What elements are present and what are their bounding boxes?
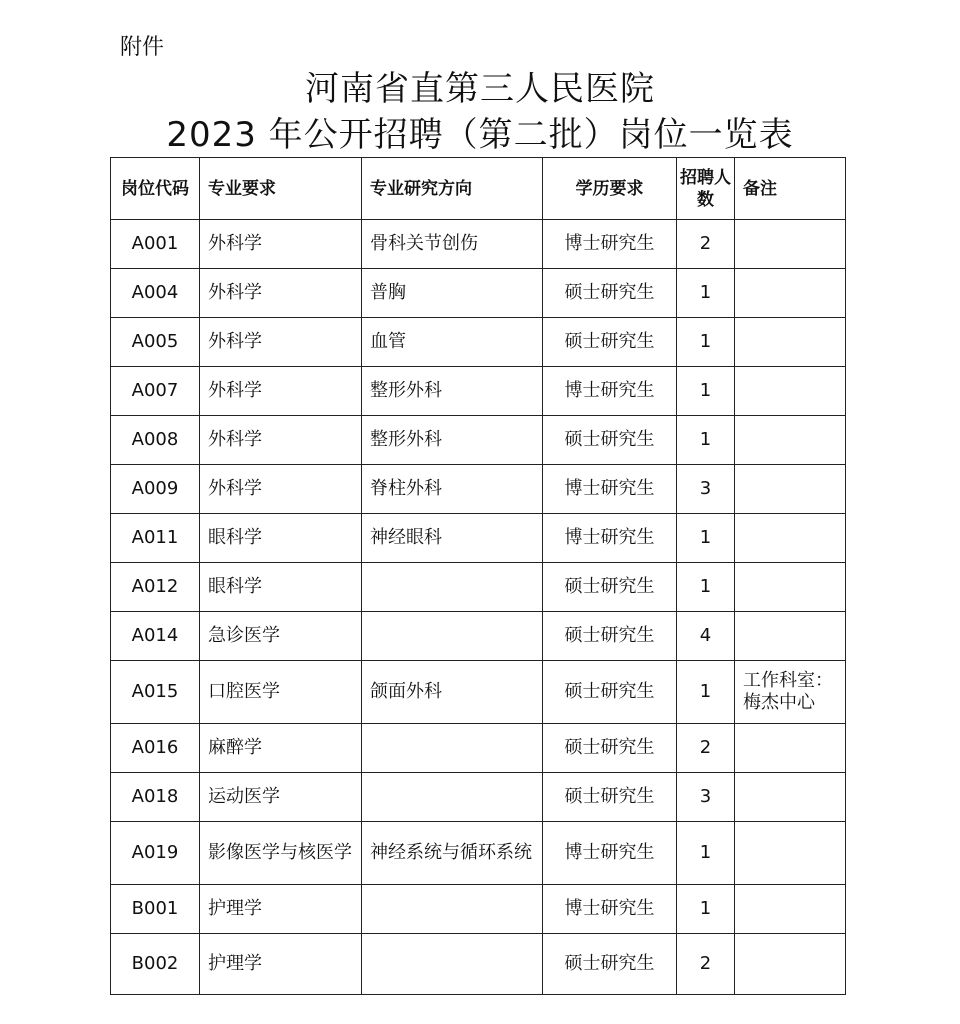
table-row xyxy=(111,773,846,822)
table-row xyxy=(111,318,846,367)
cell-direction xyxy=(362,885,543,934)
title-table-name: 2023 年公开招聘（第二批）岗位一览表 xyxy=(166,115,794,155)
cell-major: 外科学 xyxy=(200,318,362,367)
cell-degree: 博士研究生 xyxy=(543,367,677,416)
cell-remark xyxy=(735,563,846,612)
cell-degree: 硕士研究生 xyxy=(543,269,677,318)
cell-code: A012 xyxy=(111,563,200,612)
cell-code: A016 xyxy=(111,724,200,773)
table-row xyxy=(111,661,846,724)
table-row xyxy=(111,934,846,995)
cell-direction: 骨科关节创伤 xyxy=(362,220,543,269)
cell-remark xyxy=(735,934,846,995)
cell-degree: 硕士研究生 xyxy=(543,661,677,724)
cell-degree: 博士研究生 xyxy=(543,220,677,269)
cell-degree: 硕士研究生 xyxy=(543,934,677,995)
cell-direction xyxy=(362,773,543,822)
cell-major: 外科学 xyxy=(200,269,362,318)
cell-major: 外科学 xyxy=(200,465,362,514)
cell-code: A008 xyxy=(111,416,200,465)
attachment-label: 附件 xyxy=(120,35,165,60)
cell-count: 1 xyxy=(677,885,735,934)
cell-direction: 脊柱外科 xyxy=(362,465,543,514)
cell-major: 口腔医学 xyxy=(200,661,362,724)
cell-degree: 硕士研究生 xyxy=(543,318,677,367)
header-direction: 专业研究方向 xyxy=(362,158,543,220)
cell-count: 2 xyxy=(677,934,735,995)
cell-code: B001 xyxy=(111,885,200,934)
cell-remark xyxy=(735,724,846,773)
title-hospital-name: 河南省直第三人民医院 xyxy=(305,69,655,109)
cell-major: 眼科学 xyxy=(200,514,362,563)
cell-degree: 博士研究生 xyxy=(543,465,677,514)
header-code: 岗位代码 xyxy=(111,158,200,220)
table-row xyxy=(111,514,846,563)
cell-count: 3 xyxy=(677,465,735,514)
cell-degree: 博士研究生 xyxy=(543,885,677,934)
cell-count: 2 xyxy=(677,220,735,269)
table-row xyxy=(111,822,846,885)
cell-direction xyxy=(362,563,543,612)
table-header-row xyxy=(111,158,846,220)
table-row xyxy=(111,465,846,514)
cell-remark xyxy=(735,367,846,416)
cell-remark xyxy=(735,514,846,563)
table-row xyxy=(111,612,846,661)
cell-major: 急诊医学 xyxy=(200,612,362,661)
cell-degree: 博士研究生 xyxy=(543,822,677,885)
document-title xyxy=(0,66,960,158)
table-row xyxy=(111,724,846,773)
header-major: 专业要求 xyxy=(200,158,362,220)
cell-count: 1 xyxy=(677,318,735,367)
cell-direction: 神经眼科 xyxy=(362,514,543,563)
cell-code: A019 xyxy=(111,822,200,885)
cell-code: A014 xyxy=(111,612,200,661)
table-row xyxy=(111,269,846,318)
cell-code: A001 xyxy=(111,220,200,269)
cell-major: 护理学 xyxy=(200,934,362,995)
cell-degree: 硕士研究生 xyxy=(543,612,677,661)
cell-major: 护理学 xyxy=(200,885,362,934)
cell-direction: 普胸 xyxy=(362,269,543,318)
cell-remark xyxy=(735,885,846,934)
cell-remark xyxy=(735,318,846,367)
cell-remark xyxy=(735,773,846,822)
cell-major: 外科学 xyxy=(200,220,362,269)
cell-direction: 整形外科 xyxy=(362,367,543,416)
table-row xyxy=(111,220,846,269)
cell-remark xyxy=(735,416,846,465)
cell-direction: 整形外科 xyxy=(362,416,543,465)
table-row xyxy=(111,367,846,416)
cell-major: 麻醉学 xyxy=(200,724,362,773)
recruitment-table xyxy=(110,157,846,995)
cell-major: 外科学 xyxy=(200,367,362,416)
cell-code: A018 xyxy=(111,773,200,822)
cell-degree: 博士研究生 xyxy=(543,514,677,563)
cell-remark: 工作科室：梅杰中心 xyxy=(735,661,846,724)
cell-count: 1 xyxy=(677,269,735,318)
cell-count: 3 xyxy=(677,773,735,822)
table-row xyxy=(111,416,846,465)
cell-direction: 血管 xyxy=(362,318,543,367)
cell-count: 2 xyxy=(677,724,735,773)
cell-code: B002 xyxy=(111,934,200,995)
cell-major: 运动医学 xyxy=(200,773,362,822)
cell-degree: 硕士研究生 xyxy=(543,563,677,612)
cell-count: 4 xyxy=(677,612,735,661)
cell-major: 影像医学与核医学 xyxy=(200,822,362,885)
cell-degree: 硕士研究生 xyxy=(543,416,677,465)
cell-code: A009 xyxy=(111,465,200,514)
cell-remark xyxy=(735,612,846,661)
cell-code: A007 xyxy=(111,367,200,416)
header-remark: 备注 xyxy=(735,158,846,220)
cell-remark xyxy=(735,220,846,269)
cell-remark xyxy=(735,465,846,514)
cell-code: A015 xyxy=(111,661,200,724)
cell-major: 眼科学 xyxy=(200,563,362,612)
cell-count: 1 xyxy=(677,661,735,724)
cell-count: 1 xyxy=(677,416,735,465)
header-count: 招聘人数 xyxy=(677,158,735,220)
cell-code: A005 xyxy=(111,318,200,367)
cell-direction xyxy=(362,934,543,995)
cell-direction xyxy=(362,724,543,773)
cell-count: 1 xyxy=(677,822,735,885)
cell-degree: 硕士研究生 xyxy=(543,773,677,822)
cell-direction: 颌面外科 xyxy=(362,661,543,724)
cell-count: 1 xyxy=(677,367,735,416)
table-row xyxy=(111,885,846,934)
cell-direction xyxy=(362,612,543,661)
cell-remark xyxy=(735,269,846,318)
cell-direction: 神经系统与循环系统 xyxy=(362,822,543,885)
cell-code: A011 xyxy=(111,514,200,563)
cell-remark xyxy=(735,822,846,885)
header-degree: 学历要求 xyxy=(543,158,677,220)
cell-degree: 硕士研究生 xyxy=(543,724,677,773)
cell-count: 1 xyxy=(677,563,735,612)
cell-code: A004 xyxy=(111,269,200,318)
cell-count: 1 xyxy=(677,514,735,563)
cell-major: 外科学 xyxy=(200,416,362,465)
table-row xyxy=(111,563,846,612)
